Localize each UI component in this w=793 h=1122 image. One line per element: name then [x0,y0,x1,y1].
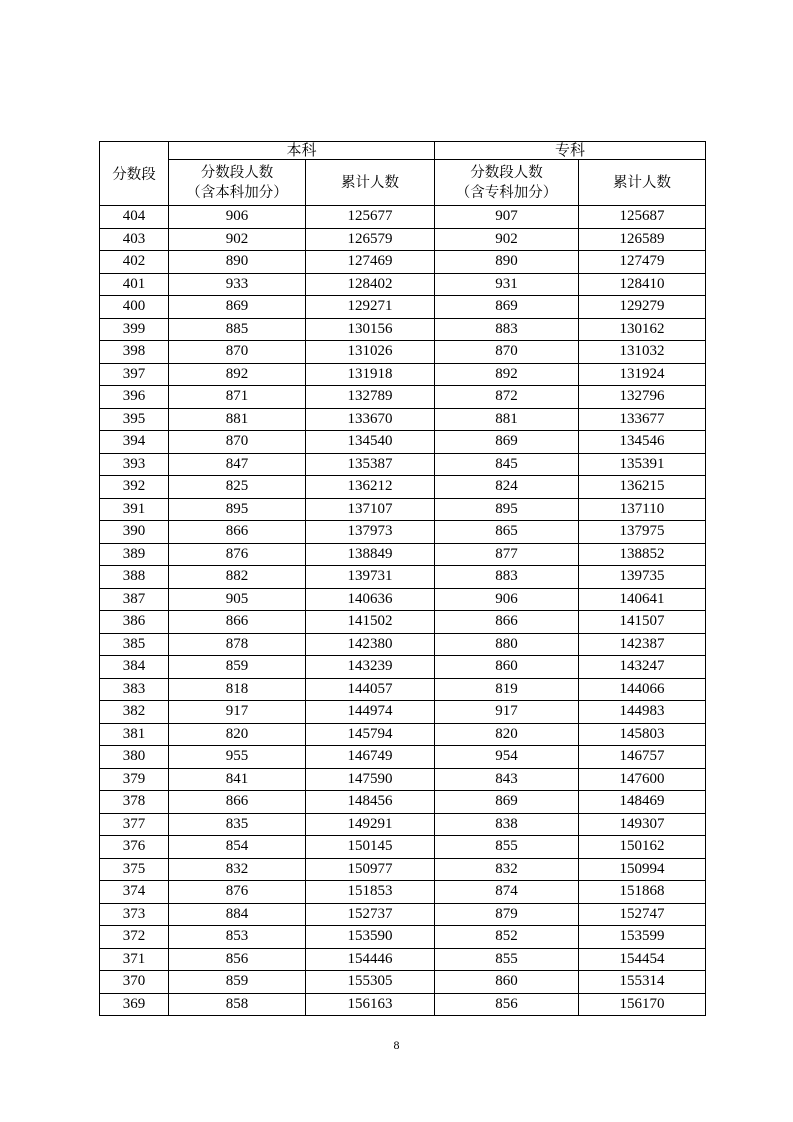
score-distribution-table-container [99,141,705,1016]
cell-benke-cumulative: 141502 [306,611,435,634]
cell-benke-count: 856 [169,948,306,971]
cell-zhuanke-count: 843 [435,768,579,791]
cell-score: 383 [100,678,169,701]
cell-zhuanke-count: 860 [435,656,579,679]
table-row [100,498,706,521]
cell-zhuanke-count: 824 [435,476,579,499]
cell-benke-count: 876 [169,881,306,904]
header-line-primary: 累计人数 [613,174,672,191]
cell-benke-count: 905 [169,588,306,611]
cell-benke-cumulative: 144974 [306,701,435,724]
cell-benke-count: 878 [169,633,306,656]
table-row [100,588,706,611]
cell-zhuanke-cumulative: 153599 [579,926,706,949]
cell-zhuanke-count: 845 [435,453,579,476]
cell-zhuanke-count: 832 [435,858,579,881]
cell-zhuanke-cumulative: 155314 [579,971,706,994]
cell-benke-cumulative: 148456 [306,791,435,814]
cell-benke-count: 955 [169,746,306,769]
cell-benke-cumulative: 126579 [306,228,435,251]
cell-benke-count: 885 [169,318,306,341]
table-row [100,813,706,836]
cell-score: 392 [100,476,169,499]
cell-score: 399 [100,318,169,341]
cell-zhuanke-count: 869 [435,296,579,319]
cell-zhuanke-cumulative: 126589 [579,228,706,251]
table-row [100,453,706,476]
cell-zhuanke-cumulative: 156170 [579,993,706,1016]
cell-zhuanke-count: 870 [435,341,579,364]
cell-benke-count: 870 [169,431,306,454]
table-row [100,948,706,971]
cell-zhuanke-cumulative: 134546 [579,431,706,454]
table-row [100,971,706,994]
header-line-primary: 分数段人数 [470,164,543,181]
cell-score: 372 [100,926,169,949]
cell-score: 403 [100,228,169,251]
cell-zhuanke-cumulative: 141507 [579,611,706,634]
cell-zhuanke-cumulative: 145803 [579,723,706,746]
cell-benke-cumulative: 125677 [306,206,435,229]
page-number: 8 [393,1038,400,1052]
cell-benke-cumulative: 153590 [306,926,435,949]
cell-benke-count: 895 [169,498,306,521]
group-header-row [100,142,706,160]
table-row [100,791,706,814]
cell-benke-cumulative: 134540 [306,431,435,454]
cell-benke-cumulative: 154446 [306,948,435,971]
cell-score: 387 [100,588,169,611]
header-cell-benke-count [169,160,306,206]
cell-zhuanke-cumulative: 132796 [579,386,706,409]
cell-score: 382 [100,701,169,724]
table-row [100,836,706,859]
cell-score: 374 [100,881,169,904]
cell-benke-cumulative: 151853 [306,881,435,904]
cell-benke-count: 866 [169,791,306,814]
table-row [100,858,706,881]
cell-benke-cumulative: 133670 [306,408,435,431]
cell-zhuanke-cumulative: 135391 [579,453,706,476]
cell-benke-count: 917 [169,701,306,724]
cell-zhuanke-cumulative: 131032 [579,341,706,364]
cell-benke-count: 892 [169,363,306,386]
table-row [100,296,706,319]
cell-zhuanke-count: 895 [435,498,579,521]
cell-score: 377 [100,813,169,836]
cell-zhuanke-count: 931 [435,273,579,296]
table-row [100,543,706,566]
cell-score: 402 [100,251,169,274]
cell-zhuanke-cumulative: 131924 [579,363,706,386]
cell-benke-cumulative: 129271 [306,296,435,319]
table-row [100,363,706,386]
cell-score: 394 [100,431,169,454]
cell-zhuanke-count: 866 [435,611,579,634]
cell-benke-cumulative: 138849 [306,543,435,566]
cell-score: 370 [100,971,169,994]
table-row [100,926,706,949]
cell-zhuanke-cumulative: 142387 [579,633,706,656]
header-line-secondary: （含本科加分） [186,184,288,201]
cell-zhuanke-cumulative: 140641 [579,588,706,611]
cell-zhuanke-cumulative: 128410 [579,273,706,296]
cell-benke-count: 890 [169,251,306,274]
cell-score: 385 [100,633,169,656]
cell-zhuanke-count: 819 [435,678,579,701]
cell-zhuanke-cumulative: 154454 [579,948,706,971]
cell-zhuanke-cumulative: 127479 [579,251,706,274]
table-row [100,318,706,341]
cell-zhuanke-cumulative: 137110 [579,498,706,521]
cell-benke-cumulative: 132789 [306,386,435,409]
cell-benke-cumulative: 150145 [306,836,435,859]
cell-benke-count: 871 [169,386,306,409]
table-row [100,701,706,724]
cell-benke-cumulative: 131026 [306,341,435,364]
cell-benke-count: 858 [169,993,306,1016]
cell-benke-count: 881 [169,408,306,431]
table-row [100,476,706,499]
table-row [100,341,706,364]
cell-benke-count: 825 [169,476,306,499]
cell-zhuanke-count: 852 [435,926,579,949]
table-row [100,633,706,656]
cell-zhuanke-cumulative: 147600 [579,768,706,791]
cell-benke-count: 832 [169,858,306,881]
table-row [100,566,706,589]
cell-benke-count: 876 [169,543,306,566]
cell-zhuanke-count: 856 [435,993,579,1016]
cell-score: 401 [100,273,169,296]
cell-benke-cumulative: 135387 [306,453,435,476]
cell-zhuanke-count: 902 [435,228,579,251]
cell-benke-count: 847 [169,453,306,476]
table-body [100,206,706,1016]
cell-zhuanke-cumulative: 144983 [579,701,706,724]
cell-benke-cumulative: 142380 [306,633,435,656]
cell-zhuanke-count: 874 [435,881,579,904]
cell-benke-count: 869 [169,296,306,319]
cell-zhuanke-count: 855 [435,948,579,971]
cell-benke-count: 866 [169,611,306,634]
cell-score: 393 [100,453,169,476]
cell-zhuanke-cumulative: 130162 [579,318,706,341]
cell-zhuanke-count: 906 [435,588,579,611]
cell-zhuanke-cumulative: 151868 [579,881,706,904]
cell-zhuanke-count: 907 [435,206,579,229]
cell-benke-count: 870 [169,341,306,364]
cell-benke-count: 906 [169,206,306,229]
cell-score: 373 [100,903,169,926]
cell-benke-count: 820 [169,723,306,746]
table-row [100,228,706,251]
cell-zhuanke-cumulative: 137975 [579,521,706,544]
cell-zhuanke-count: 877 [435,543,579,566]
cell-zhuanke-cumulative: 150994 [579,858,706,881]
cell-benke-count: 835 [169,813,306,836]
score-distribution-table [99,141,706,1016]
cell-zhuanke-cumulative: 150162 [579,836,706,859]
table-row [100,521,706,544]
cell-zhuanke-count: 865 [435,521,579,544]
cell-zhuanke-count: 892 [435,363,579,386]
cell-zhuanke-count: 869 [435,431,579,454]
cell-score: 369 [100,993,169,1016]
cell-zhuanke-count: 917 [435,701,579,724]
cell-score: 380 [100,746,169,769]
cell-zhuanke-cumulative: 139735 [579,566,706,589]
table-row [100,206,706,229]
cell-score: 384 [100,656,169,679]
table-row [100,678,706,701]
cell-benke-cumulative: 139731 [306,566,435,589]
header-cell-score-range: 分数段 [100,142,169,206]
cell-benke-cumulative: 128402 [306,273,435,296]
table-row [100,251,706,274]
cell-zhuanke-cumulative: 144066 [579,678,706,701]
cell-score: 400 [100,296,169,319]
cell-benke-cumulative: 152737 [306,903,435,926]
cell-benke-cumulative: 144057 [306,678,435,701]
cell-benke-cumulative: 143239 [306,656,435,679]
cell-zhuanke-count: 880 [435,633,579,656]
cell-zhuanke-count: 883 [435,566,579,589]
table-row [100,611,706,634]
cell-zhuanke-cumulative: 146757 [579,746,706,769]
cell-score: 378 [100,791,169,814]
cell-zhuanke-cumulative: 149307 [579,813,706,836]
cell-zhuanke-count: 820 [435,723,579,746]
cell-zhuanke-count: 883 [435,318,579,341]
cell-score: 395 [100,408,169,431]
table-row [100,723,706,746]
table-header [100,142,706,206]
cell-zhuanke-cumulative: 133677 [579,408,706,431]
header-cell-zhuanke-count [435,160,579,206]
cell-benke-cumulative: 149291 [306,813,435,836]
header-cell-benke-cumulative [306,160,435,206]
cell-zhuanke-count: 954 [435,746,579,769]
cell-benke-count: 933 [169,273,306,296]
cell-zhuanke-count: 879 [435,903,579,926]
cell-score: 397 [100,363,169,386]
column-header-row [100,160,706,206]
header-line-primary: 分数段人数 [200,164,274,181]
table-row [100,273,706,296]
cell-benke-count: 884 [169,903,306,926]
cell-score: 398 [100,341,169,364]
cell-zhuanke-count: 869 [435,791,579,814]
cell-score: 388 [100,566,169,589]
table-row [100,408,706,431]
cell-benke-cumulative: 147590 [306,768,435,791]
header-cell-zhuanke-cumulative [579,160,706,206]
cell-score: 386 [100,611,169,634]
cell-benke-cumulative: 156163 [306,993,435,1016]
cell-benke-count: 841 [169,768,306,791]
cell-score: 375 [100,858,169,881]
header-line-secondary: （含专科加分） [455,184,558,201]
table-row [100,746,706,769]
cell-zhuanke-count: 838 [435,813,579,836]
table-row [100,431,706,454]
cell-zhuanke-cumulative: 125687 [579,206,706,229]
cell-benke-cumulative: 131918 [306,363,435,386]
cell-benke-count: 818 [169,678,306,701]
cell-zhuanke-cumulative: 148469 [579,791,706,814]
cell-zhuanke-count: 860 [435,971,579,994]
group-header-zhuanke: 专科 [435,142,706,160]
cell-benke-count: 859 [169,971,306,994]
cell-score: 404 [100,206,169,229]
table-row [100,903,706,926]
cell-benke-count: 882 [169,566,306,589]
cell-score: 391 [100,498,169,521]
table-row [100,881,706,904]
cell-score: 381 [100,723,169,746]
cell-score: 389 [100,543,169,566]
cell-zhuanke-cumulative: 129279 [579,296,706,319]
cell-score: 396 [100,386,169,409]
cell-zhuanke-count: 855 [435,836,579,859]
cell-benke-cumulative: 136212 [306,476,435,499]
cell-zhuanke-cumulative: 136215 [579,476,706,499]
cell-benke-cumulative: 146749 [306,746,435,769]
cell-benke-cumulative: 145794 [306,723,435,746]
cell-benke-cumulative: 155305 [306,971,435,994]
cell-zhuanke-count: 872 [435,386,579,409]
cell-benke-count: 854 [169,836,306,859]
cell-zhuanke-count: 890 [435,251,579,274]
cell-score: 390 [100,521,169,544]
cell-benke-cumulative: 140636 [306,588,435,611]
cell-benke-cumulative: 137973 [306,521,435,544]
cell-benke-cumulative: 130156 [306,318,435,341]
cell-benke-cumulative: 127469 [306,251,435,274]
cell-benke-count: 859 [169,656,306,679]
table-row [100,656,706,679]
cell-zhuanke-cumulative: 143247 [579,656,706,679]
cell-zhuanke-count: 881 [435,408,579,431]
cell-zhuanke-cumulative: 138852 [579,543,706,566]
group-header-benke: 本科 [169,142,435,160]
table-row [100,386,706,409]
cell-benke-cumulative: 137107 [306,498,435,521]
header-line-primary: 累计人数 [341,174,399,191]
cell-benke-count: 902 [169,228,306,251]
cell-benke-count: 866 [169,521,306,544]
table-row [100,993,706,1016]
cell-score: 376 [100,836,169,859]
cell-benke-count: 853 [169,926,306,949]
cell-score: 371 [100,948,169,971]
cell-benke-cumulative: 150977 [306,858,435,881]
cell-zhuanke-cumulative: 152747 [579,903,706,926]
cell-score: 379 [100,768,169,791]
table-row [100,768,706,791]
